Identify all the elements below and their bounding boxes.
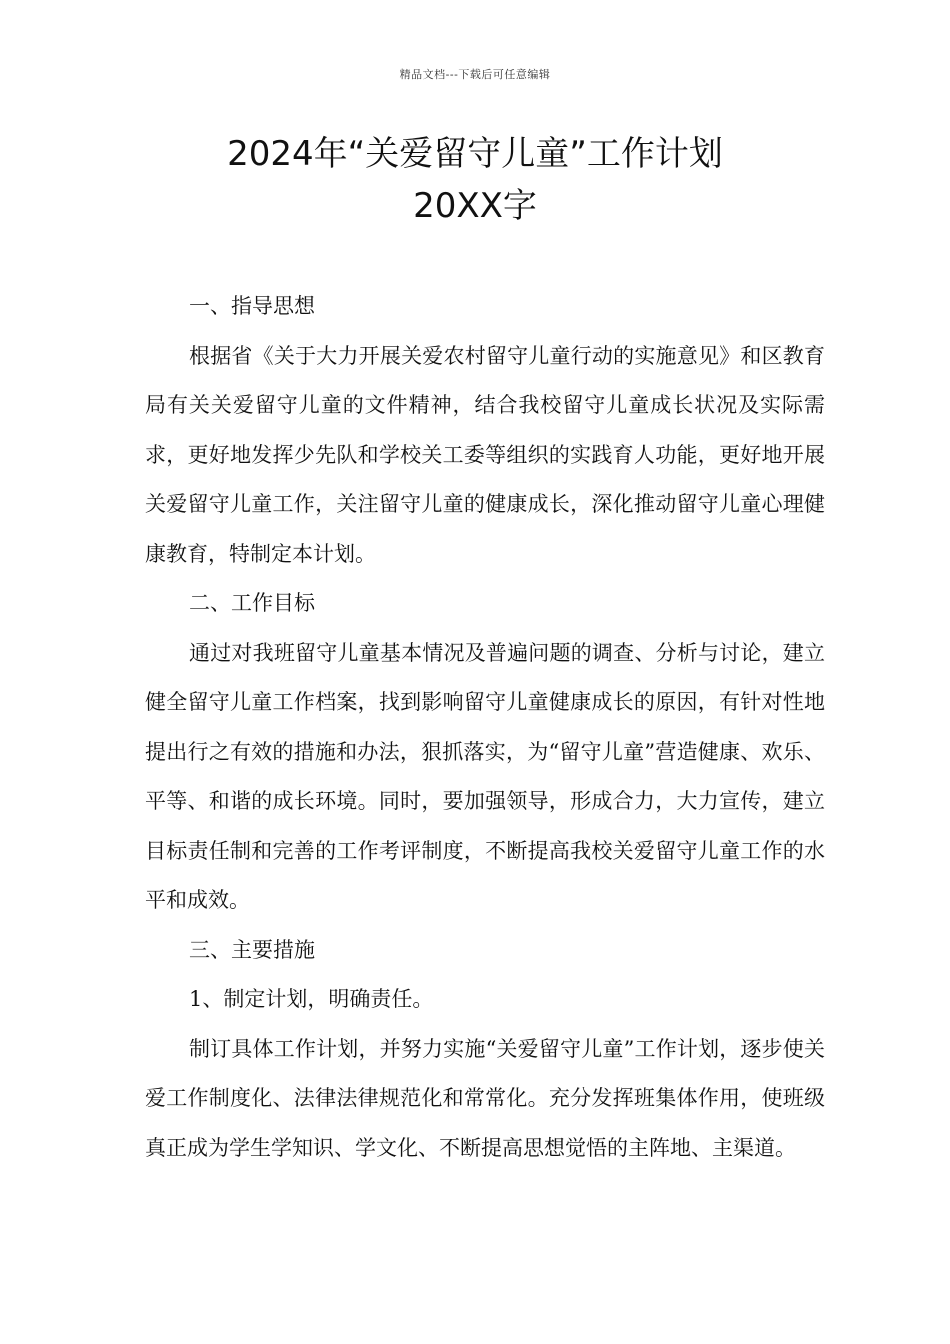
header-note: 精品文档---下载后可任意编辑 (399, 68, 551, 81)
subheading-plan-responsibility: 1、制定计划，明确责任。 (189, 987, 434, 1011)
paragraph-guiding-ideology: 根据省《关于大力开展关爱农村留守儿童行动的实施意见》和区教育局有关关爱留守儿童的文件精神，结合我校留守儿童成长状况及实际需求，更好地发挥少先队和学校关工委等组织的实践育人功能，更好地开展关爱留守儿童工作，关注留守儿童的健康成长，深化推动留守儿童心理健康教育，特制定本计划。 (145, 343, 825, 566)
section-heading-guiding-ideology: 一、指导思想 (189, 294, 315, 318)
title-line-1: 2024年“关爱留守儿童”工作计划 (227, 134, 723, 174)
document-title (0, 128, 950, 232)
title-line-2: 20XX字 (413, 186, 537, 226)
paragraph-plan-responsibility: 制订具体工作计划，并努力实施“关爱留守儿童”工作计划，逐步使关爱工作制度化、法律法律规范化和常常化。充分发挥班集体作用，使班级真正成为学生学知识、学文化、不断提高思想觉悟的主阵地、主渠道。 (145, 1036, 825, 1160)
document-body (145, 282, 825, 1173)
section-heading-work-goals: 二、工作目标 (189, 591, 315, 615)
paragraph-work-goals: 通过对我班留守儿童基本情况及普遍问题的调查、分析与讨论，建立健全留守儿童工作档案，找到影响留守儿童健康成长的原因，有针对性地提出行之有效的措施和办法，狠抓落实，为“留守儿童”营造健康、欢乐、平等、和谐的成长环境。同时，要加强领导，形成合力，大力宣传，建立目标责任制和完善的工作考评制度，不断提高我校关爱留守儿童工作的水平和成效。 (145, 640, 825, 912)
section-heading-main-measures: 三、主要措施 (189, 937, 315, 962)
